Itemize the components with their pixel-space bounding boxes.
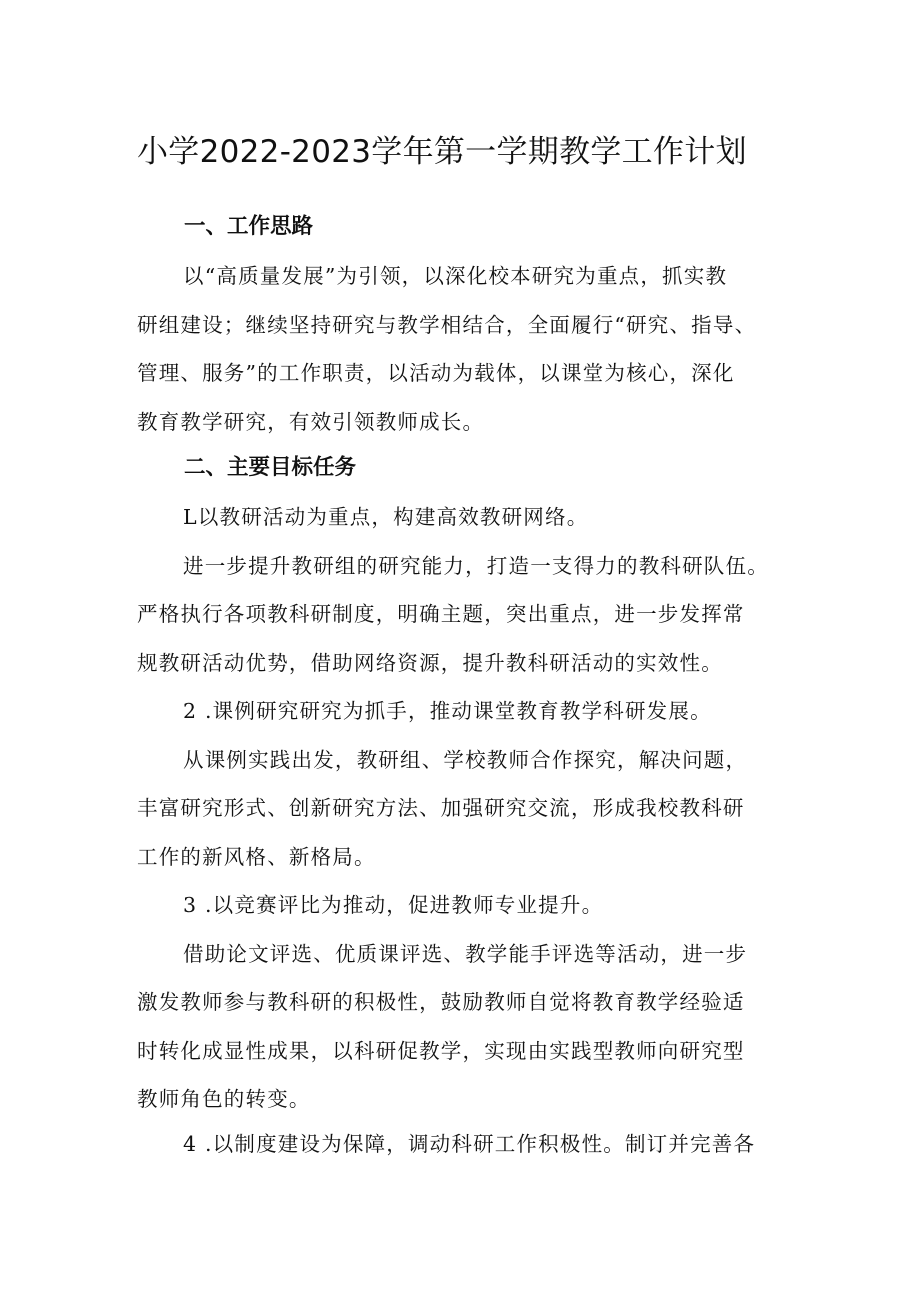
paragraph-line: 规教研活动优势，借助网络资源，提升教科研活动的实效性。 — [137, 650, 723, 675]
goal-1-block — [137, 493, 797, 687]
goal-2-title: 2 .课例研究研究为抓手，推动课堂教育教学科研发展。 — [183, 699, 712, 723]
paragraph-line: 管理、服务”的工作职责，以活动为载体，以课堂为核心，深化 — [137, 361, 735, 385]
paragraph-line: 进一步提升教研组的研究能力，打造一支得力的教科研队伍。 — [183, 553, 769, 578]
paragraph-line: 工作的新风格、新格局。 — [137, 844, 376, 869]
paragraph-line: 丰富研究形式、创新研究方法、加强研究交流，形成我校教科研 — [137, 796, 745, 820]
section-heading-main-goals: 二、主要目标任务 — [184, 455, 357, 480]
goal-3-block — [137, 881, 797, 1124]
goal-2-block — [137, 687, 797, 881]
paragraph-line: 时转化成显性成果，以科研促教学，实现由实践型教师向研究型 — [137, 1038, 745, 1063]
paragraph-line: 以“高质量发展”为引领，以深化校本研究为重点，抓实教 — [183, 264, 728, 288]
goal-4-title: 4 .以制度建设为保障，调动科研工作积极性。制订并完善各 — [183, 1132, 756, 1156]
paragraph-line: 严格执行各项教科研制度，明确主题，突出重点，进一步发挥常 — [137, 602, 745, 626]
paragraph-line: 从课例实践出发，教研组、学校教师合作探究，解决问题， — [183, 747, 748, 772]
paragraph-line: 研组建设；继续坚持研究与教学相结合，全面履行“研究、指导、 — [137, 312, 757, 337]
goal-4-block — [137, 1120, 797, 1169]
paragraph-line: 激发教师参与教科研的积极性，鼓励教师自觉将教育教学经验适 — [137, 990, 745, 1014]
document-title: 小学2022-2023学年第一学期教学工作计划 — [137, 134, 747, 170]
goal-1-title: L以教研活动为重点，构建高效教研网络。 — [183, 505, 589, 529]
goal-3-title: 3 .以竞赛评比为推动，促进教师专业提升。 — [183, 893, 604, 917]
section-heading-work-ideas: 一、工作思路 — [184, 214, 314, 239]
section-1-paragraph — [137, 252, 797, 446]
paragraph-line: 教育教学研究，有效引领教师成长。 — [137, 409, 485, 434]
paragraph-line: 借助论文评选、优质课评选、教学能手评选等活动，进一步 — [183, 941, 748, 966]
paragraph-line: 教师角色的转变。 — [137, 1087, 311, 1111]
